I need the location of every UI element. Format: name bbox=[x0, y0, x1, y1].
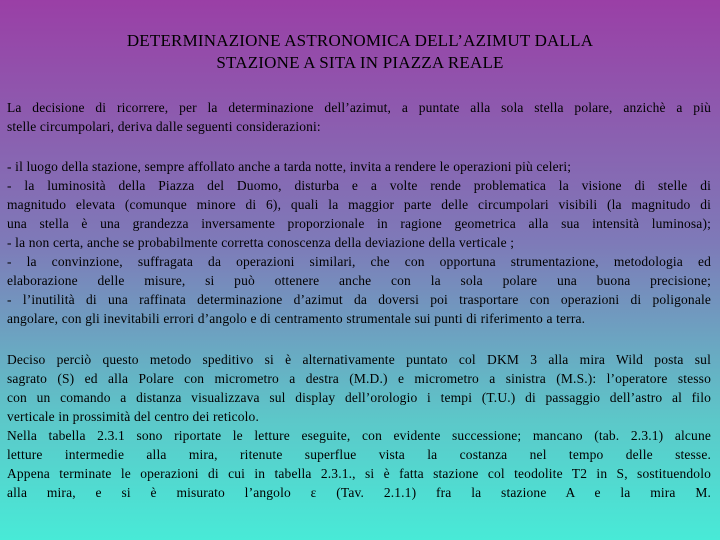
text-line: stelle circumpolari, deriva dalle seguenti considerazioni: bbox=[7, 119, 321, 134]
considerations-list bbox=[7, 157, 711, 328]
title-line-2: STAZIONE A SITA IN PIAZZA REALE bbox=[216, 53, 504, 72]
text-line: Appena terminate le operazioni di cui in tabella 2.3.1., si è fatta stazione col teodolite T2 in S, sostituendolo bbox=[7, 466, 711, 481]
text-line: elaborazione delle misure, si può ottenere anche con la sola polare una buona precisione; bbox=[7, 273, 711, 288]
method-paragraph bbox=[7, 350, 711, 502]
intro-paragraph bbox=[7, 98, 711, 136]
text-line: magnitudo elevata (comunque minore di 6), quali la maggior parte delle circumpolari visibili (la magnitudo di bbox=[7, 197, 711, 212]
text-line: verticale in prossimità del centro dei reticolo. bbox=[7, 409, 259, 424]
text-line: Deciso perciò questo metodo speditivo si è alternativamente puntato col DKM 3 alla mira Wild posta sul bbox=[7, 352, 711, 367]
text-line: - la convinzione, suffragata da operazioni similari, che con opportuna strumentazione, metodologia ed bbox=[7, 254, 711, 269]
title-line-1: DETERMINAZIONE ASTRONOMICA DELL’AZIMUT DALLA bbox=[126, 31, 594, 50]
text-line: sagrato (S) ed alla Polare con micrometro a destra (M.D.) e micrometro a sinistra (M.S.): l’operatore stesso bbox=[7, 371, 711, 386]
text-line: angolare, con gli inevitabili errori d’angolo e di centramento strumentale sui punti di riferimento a terra. bbox=[7, 311, 586, 326]
text-line: - la luminosità della Piazza del Duomo, disturba e a volte rende problematica la visione di stelle di bbox=[7, 178, 711, 193]
text-line: La decisione di ricorrere, per la determinazione dell’azimut, a puntate alla sola stella polare, anzichè a più bbox=[7, 100, 711, 115]
text-line: una stella è una grandezza inversamente proporzionale in ragione geometrica alla sua intensità luminosa); bbox=[7, 216, 711, 231]
slide-title bbox=[0, 30, 720, 74]
text-line: Nella tabella 2.3.1 sono riportate le letture eseguite, con evidente successione; mancano (tab. 2.3.1) alcune bbox=[7, 428, 711, 443]
text-line: - il luogo della stazione, sempre affollato anche a tarda notte, invita a rendere le operazioni più celeri; bbox=[7, 159, 572, 174]
text-line: letture intermedie alla mira, ritenute superflue vista la costanza nel tempo delle stesse. bbox=[7, 447, 711, 462]
text-line: con un comando a distanza visualizzava sul display dell’orologio i tempi (T.U.) di passaggio dell’astro al filo bbox=[7, 390, 711, 405]
text-line: - la non certa, anche se probabilmente corretta conoscenza della deviazione della verticale ; bbox=[7, 235, 515, 250]
text-line: - l’inutilità di una raffinata determinazione d’azimut da doversi poi trasportare con operazioni di poligonale bbox=[7, 292, 711, 307]
text-line: alla mira, e si è misurato l’angolo ε (Tav. 2.1.1) fra la stazione A e la mira M. bbox=[7, 485, 711, 500]
